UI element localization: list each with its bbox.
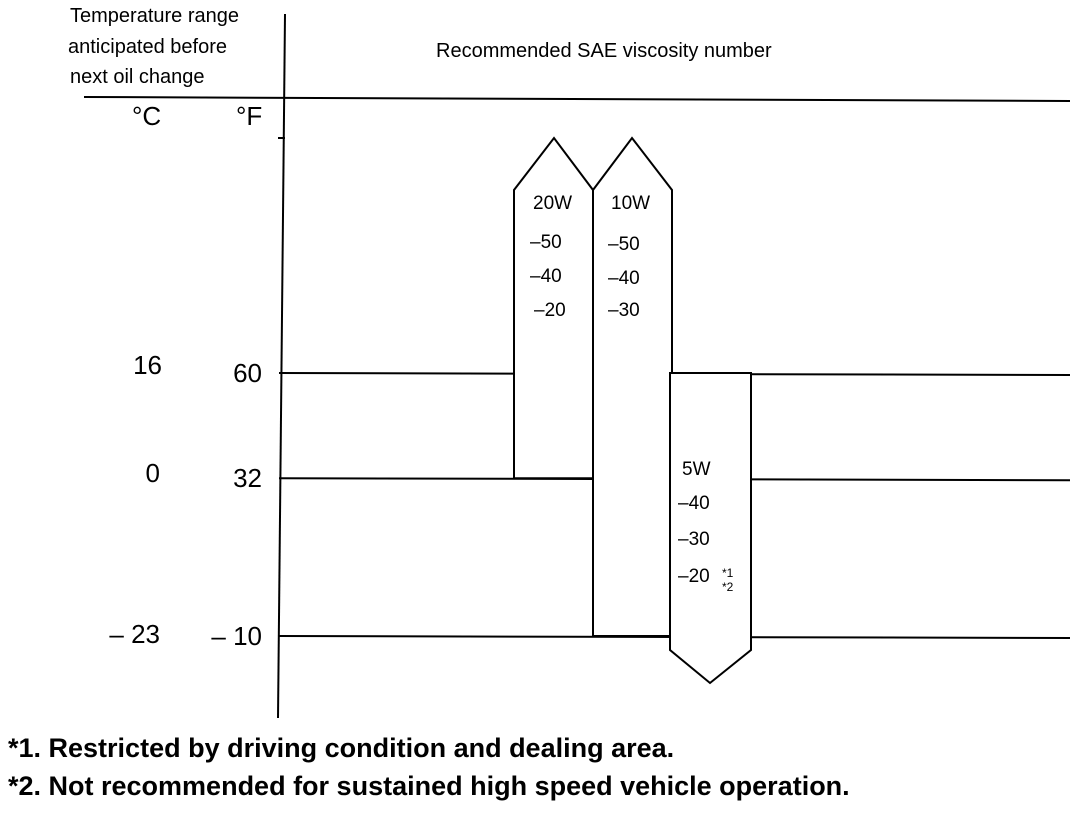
chart-title: Recommended SAE viscosity number [436,40,772,62]
band-20w-sub-3: –20 [534,300,566,321]
y-axis-label-line-3: next oil change [70,66,205,88]
band-20w-name: 20W [533,193,573,214]
band-5w [670,373,751,683]
band-10w-name: 10W [611,193,651,214]
tick-f-neg10: – 10 [211,621,262,651]
unit-celsius: °C [132,101,162,131]
tick-c-neg23: – 23 [109,619,160,649]
band-5w-footnote-1: *1 [722,566,734,580]
unit-fahrenheit: °F [236,101,263,131]
band-20w-sub-1: –50 [530,232,562,253]
band-5w-sub-2: –30 [678,529,710,550]
y-axis-label-line-2: anticipated before [68,36,228,58]
tick-f-60: 60 [233,358,262,388]
tick-c-16: 16 [133,350,162,380]
band-10w-sub-2: –40 [608,268,640,289]
band-5w-sub-1: –40 [678,493,710,514]
band-10w-sub-1: –50 [608,234,640,255]
header-rule [84,97,1070,101]
tick-f-32: 32 [233,463,262,494]
tick-c-0: 0 [145,458,160,489]
band-20w-sub-2: –40 [530,266,562,287]
band-5w-footnote-2: *2 [722,580,734,594]
band-10w-sub-3: –30 [608,300,640,321]
footnote-2: *2. Not recommended for sustained high speed vehicle operation. [8,771,850,801]
band-5w-name: 5W [682,459,711,480]
footnote-1: *1. Restricted by driving condition and dealing area. [8,733,675,763]
y-axis-label-line-1: Temperature range [70,5,239,27]
band-5w-sub-3: –20 [678,566,710,587]
y-axis [278,14,285,718]
